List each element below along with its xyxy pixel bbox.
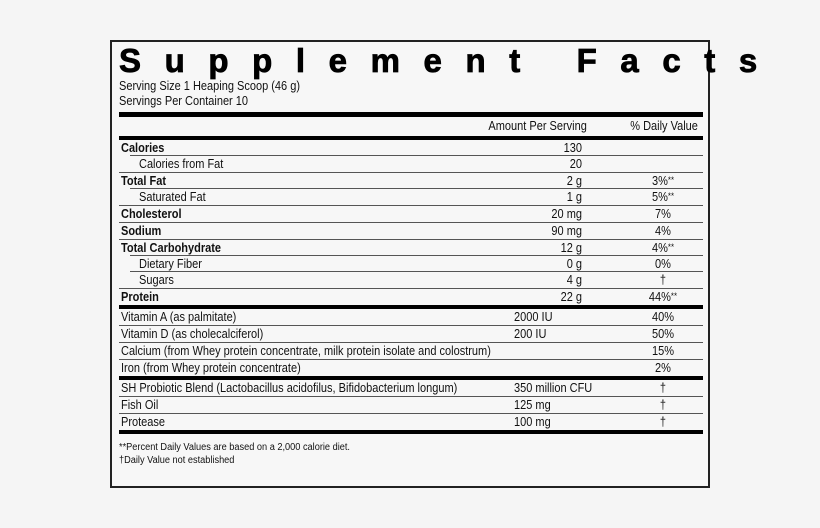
nutrient-amount: 22 g <box>560 290 582 304</box>
daily-value-percent: 4% <box>655 224 671 238</box>
nutrient-name: Protease <box>121 415 166 429</box>
nutrient-row <box>119 223 703 240</box>
daily-value-header: % Daily Value <box>630 119 698 133</box>
nutrient-name: Calories from Fat <box>139 157 224 171</box>
daily-value <box>637 326 690 342</box>
supplement-facts-panel <box>110 40 781 488</box>
daily-value-percent: 0% <box>655 257 671 271</box>
nutrient-row <box>119 272 703 289</box>
daily-value-percent: 4% <box>651 241 668 255</box>
nutrient-row <box>119 289 703 305</box>
nutrient-name: Vitamin A (as palmitate) <box>121 310 237 324</box>
nutrient-amount: 0 g <box>566 257 582 271</box>
nutrient-name: SH Probiotic Blend (Lactobacillus acidofilus, Bifidobacterium longum) <box>121 381 458 395</box>
daily-value <box>637 272 690 288</box>
daily-value-percent: 15% <box>651 344 675 358</box>
daily-value <box>637 189 690 205</box>
daily-value <box>637 206 690 222</box>
daily-value <box>637 380 690 396</box>
daily-value <box>637 343 690 359</box>
nutrient-row <box>119 309 703 326</box>
nutrient-amount: 90 mg <box>551 224 582 238</box>
nutrient-amount: 200 IU <box>514 327 547 341</box>
panel-title: Supplement Facts <box>119 42 781 79</box>
footnote-percent: **Percent Daily Values are based on a 2,000 calorie diet. <box>119 442 351 453</box>
nutrient-row <box>119 414 703 430</box>
vitamins-section <box>119 309 703 376</box>
nutrient-row <box>119 140 703 156</box>
nutrient-row <box>119 189 703 206</box>
daily-value-percent: 2% <box>655 361 671 375</box>
daily-value <box>637 223 690 239</box>
other-ingredients-section <box>119 380 703 430</box>
serving-size: Serving Size 1 Heaping Scoop (46 g) <box>119 79 301 93</box>
nutrient-row <box>119 343 703 360</box>
daily-value <box>637 309 690 325</box>
daily-value <box>637 256 690 272</box>
daily-value <box>637 240 690 256</box>
nutrient-name: Iron (from Whey protein concentrate) <box>121 361 301 375</box>
column-header <box>119 117 703 136</box>
footnote-marker: ** <box>670 291 678 301</box>
nutrient-row <box>119 256 703 272</box>
amount-header: Amount Per Serving <box>488 119 587 133</box>
footnote-marker: ** <box>667 242 675 252</box>
daily-value-percent: † <box>659 273 667 287</box>
nutrient-name: Saturated Fat <box>139 190 206 204</box>
nutrient-row <box>119 326 703 343</box>
daily-value-percent: 5% <box>651 190 668 204</box>
daily-value <box>637 360 690 376</box>
nutrient-amount: 2000 IU <box>514 310 553 324</box>
daily-value-percent: † <box>659 415 667 429</box>
nutrient-name: Vitamin D (as cholecalciferol) <box>121 327 264 341</box>
nutrient-amount: 130 <box>563 141 582 155</box>
daily-value <box>637 173 690 189</box>
nutrient-amount: 100 mg <box>514 415 551 429</box>
nutrient-row <box>119 397 703 414</box>
nutrient-amount: 1 g <box>566 190 582 204</box>
nutrient-amount: 350 million CFU <box>514 381 593 395</box>
footnote-dagger: †Daily Value not established <box>119 455 235 466</box>
daily-value-percent: 50% <box>651 327 675 341</box>
nutrient-row <box>119 240 703 256</box>
daily-value-percent: 44% <box>648 290 671 304</box>
nutrient-name: Cholesterol <box>121 207 182 221</box>
daily-value-percent: 3% <box>651 174 668 188</box>
footnote-marker: ** <box>667 175 675 185</box>
panel-content <box>119 42 781 467</box>
nutrient-row <box>119 156 703 173</box>
nutrient-amount: 20 <box>569 157 582 171</box>
daily-value <box>637 289 690 305</box>
nutrient-name: Total Fat <box>121 174 167 188</box>
daily-value-percent: † <box>659 381 667 395</box>
nutrient-row <box>119 380 703 397</box>
nutrient-name: Fish Oil <box>121 398 159 412</box>
nutrient-name: Calories <box>121 141 165 155</box>
daily-value <box>637 397 690 413</box>
nutrient-amount: 125 mg <box>514 398 551 412</box>
nutrient-name: Total Carbohydrate <box>121 241 222 255</box>
servings-per-container: Servings Per Container 10 <box>119 94 249 108</box>
daily-value-percent: † <box>659 398 667 412</box>
thick-divider <box>119 430 703 434</box>
nutrient-amount: 4 g <box>566 273 582 287</box>
nutrient-name: Protein <box>121 290 159 304</box>
daily-value <box>637 414 690 430</box>
footnote-marker: ** <box>667 191 675 201</box>
nutrient-row <box>119 360 703 376</box>
macro-nutrients-section <box>119 140 703 305</box>
nutrient-row <box>119 173 703 189</box>
nutrient-name: Sodium <box>121 224 162 238</box>
nutrient-name: Dietary Fiber <box>139 257 202 271</box>
daily-value-percent: 40% <box>651 310 675 324</box>
nutrient-amount: 2 g <box>566 174 582 188</box>
nutrient-name: Sugars <box>139 273 174 287</box>
footnotes <box>119 441 656 467</box>
nutrient-row <box>119 206 703 223</box>
nutrient-amount: 20 mg <box>551 207 582 221</box>
daily-value-percent: 7% <box>655 207 671 221</box>
nutrient-name: Calcium (from Whey protein concentrate, milk protein isolate and colostrum) <box>121 344 491 358</box>
nutrient-amount: 12 g <box>560 241 582 255</box>
